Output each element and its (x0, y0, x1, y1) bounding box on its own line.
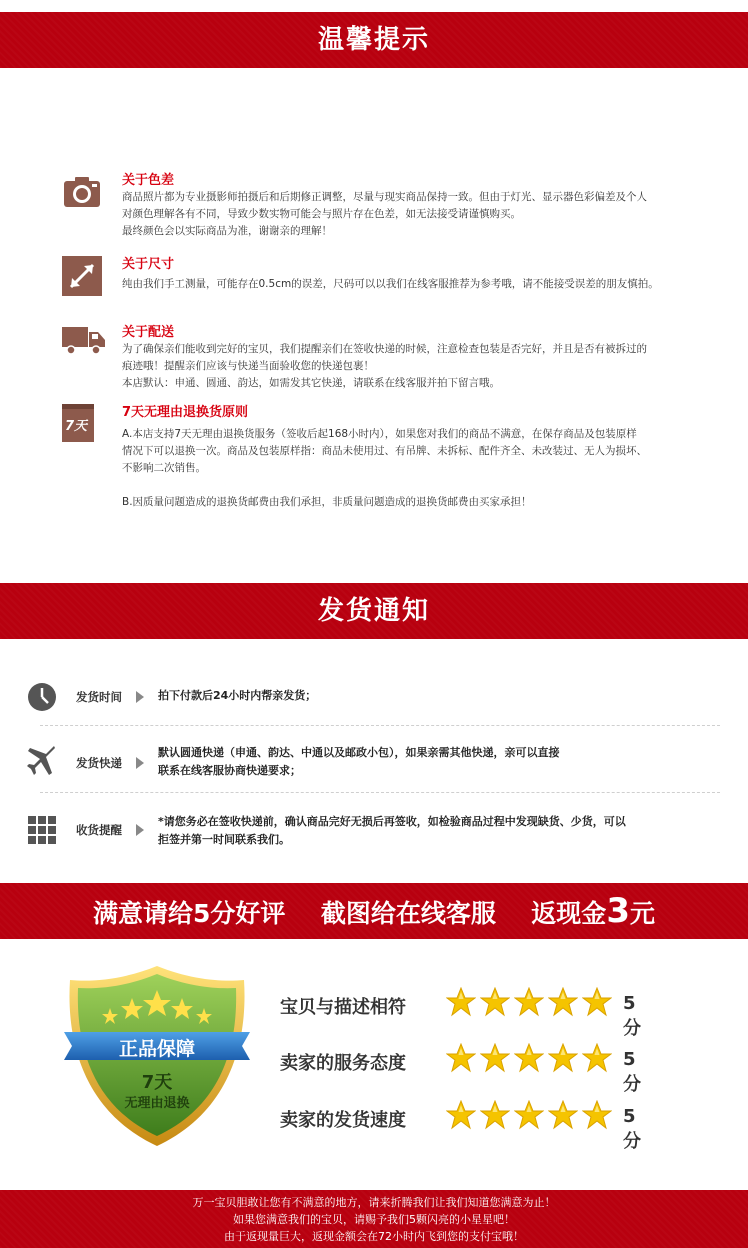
shipping-courier-row (26, 743, 720, 783)
divider (40, 792, 720, 793)
row-text-line: 拒签并第一时间联系我们。 (158, 833, 290, 846)
badge-sub-text: 无理由退换 (124, 1096, 190, 1111)
star-icon (582, 1100, 612, 1130)
arrow-icon (136, 757, 144, 769)
badge-main-text: 正品保障 (118, 1038, 195, 1060)
row-text: 拍下付款后24小时内帮亲发货； (158, 689, 317, 702)
airplane-icon (26, 745, 58, 777)
cashback-part-3: 返现金 (531, 899, 607, 928)
seven-day-icon (62, 404, 94, 442)
truck-icon (62, 324, 106, 364)
warm-tips-title: 温馨提示 (317, 25, 430, 55)
row-text-line: 联系在线客服协商快递要求； (158, 764, 301, 777)
tip-line: 不影响二次销售。 (122, 462, 206, 474)
cashback-banner (0, 883, 748, 939)
rating-label: 卖家的服务态度 (280, 1053, 406, 1074)
star-icon (514, 1100, 544, 1130)
footer-line: 如果您满意我们的宝贝，请赐予我们5颗闪亮的小星星吧！ (233, 1213, 515, 1226)
tip-line: 为了确保亲们能收到完好的宝贝，我们提醒亲们在签收快递的时候，注意检查包装是否完好，并且是否有被拆过的 (122, 343, 647, 355)
arrow-icon (136, 824, 144, 836)
measure-icon (62, 256, 102, 296)
star-icon (446, 1100, 476, 1130)
cashback-part-5: 元 (629, 899, 655, 928)
tip-title: 关于配送 (122, 325, 175, 340)
seven-day-icon-text: 7天 (65, 419, 88, 434)
tip-line: 情况下可以退换一次。商品及包装原样指：商品未使用过、有吊牌、未拆标、配件齐全、未改装过、无人为损坏、 (122, 445, 647, 457)
arrow-icon (136, 691, 144, 703)
cashback-part-2: 截图给在线客服 (320, 899, 496, 928)
star-icon (548, 987, 578, 1017)
row-text (158, 744, 718, 780)
camera-icon (62, 172, 102, 212)
row-label: 发货时间 (76, 690, 122, 704)
tip-line: A.本店支持7天无理由退换货服务（签收后起168小时内），如果您对我们的商品不满意，在保存商品及包装原样 (122, 428, 637, 440)
tip-title: 7天无理由退换货原则 (122, 405, 249, 420)
grid-icon (26, 814, 58, 846)
tip-color (62, 172, 722, 242)
receipt-reminder-row (26, 812, 720, 852)
star-icon (548, 1100, 578, 1130)
clock-icon (26, 681, 58, 713)
authentic-guarantee-badge (62, 962, 252, 1150)
divider (40, 725, 720, 726)
star-icon (446, 987, 476, 1017)
tip-size (62, 256, 722, 296)
tip-line (122, 477, 722, 494)
tip-line: 商品照片都为专业摄影师拍摄后和后期修正调整，尽量与现实商品保持一致。但由于灯光、显示器色彩偏差及个人 (122, 191, 647, 203)
row-text-line: 默认圆通快递（申通、韵达、中通以及邮政小包），如果亲需其他快递，亲可以直接 (158, 746, 560, 759)
star-icon (480, 987, 510, 1017)
rating-score: 5分 (623, 1049, 641, 1095)
rating-label: 卖家的发货速度 (280, 1110, 406, 1131)
tip-delivery (62, 324, 722, 394)
tip-line: B.因质量问题造成的退换货邮费由我们承担，非质量问题造成的退换货邮费由买家承担！ (122, 496, 532, 508)
footer-banner (0, 1190, 748, 1248)
cashback-text (0, 883, 748, 942)
star-icon (582, 1043, 612, 1073)
star-icon (446, 1043, 476, 1073)
star-icon (514, 987, 544, 1017)
cashback-amount: 3 (606, 891, 630, 931)
rating-score: 5分 (623, 1106, 641, 1152)
cashback-part-1: 满意请给5分好评 (93, 899, 286, 928)
tip-title: 关于色差 (122, 173, 175, 188)
row-label: 收货提醒 (76, 823, 122, 837)
row-text-line: *请您务必在签收快递前，确认商品完好无损后再签收，如检验商品过程中发现缺货、少货，可以 (158, 815, 626, 828)
footer-line: 万一宝贝胆敢让您有不满意的地方，请来折腾我们让我们知道您满意为止！ (192, 1196, 556, 1209)
tip-line: 纯由我们手工测量，可能存在0.5cm的误差，尺码可以以我们在线客服推荐为参考哦，请不能接受误差的朋友慎拍。 (122, 278, 659, 290)
tip-title: 关于尺寸 (122, 257, 175, 272)
shipping-notice-title: 发货通知 (317, 596, 430, 626)
shipping-notice-banner (0, 583, 748, 639)
tip-line: 痕迹哦！提醒亲们应该与快递当面验收您的快递包裹！ (122, 360, 374, 372)
tip-line: 本店默认：申通、圆通、韵达，如需发其它快递，请联系在线客服并拍下留言哦。 (122, 377, 500, 389)
star-icon (582, 987, 612, 1017)
shipping-time-row (26, 681, 720, 715)
tip-line: 最终颜色会以实际商品为准，谢谢亲的理解！ (122, 225, 332, 237)
tip-returns (62, 404, 722, 514)
rating-label: 宝贝与描述相符 (280, 997, 406, 1018)
warm-tips-banner (0, 12, 748, 68)
star-icon (480, 1100, 510, 1130)
row-label: 发货快递 (76, 756, 122, 770)
footer-line: 由于返现量巨大，返现金额会在72小时内飞到您的支付宝哦！ (224, 1230, 524, 1243)
star-icon (514, 1043, 544, 1073)
star-icon (548, 1043, 578, 1073)
tip-line: 对颜色理解各有不同，导致少数实物可能会与照片存在色差，如无法接受请谨慎购买。 (122, 208, 521, 220)
star-icon (480, 1043, 510, 1073)
rating-score: 5分 (623, 993, 641, 1039)
badge-days-text: 7天 (141, 1072, 173, 1093)
row-text (158, 813, 718, 849)
